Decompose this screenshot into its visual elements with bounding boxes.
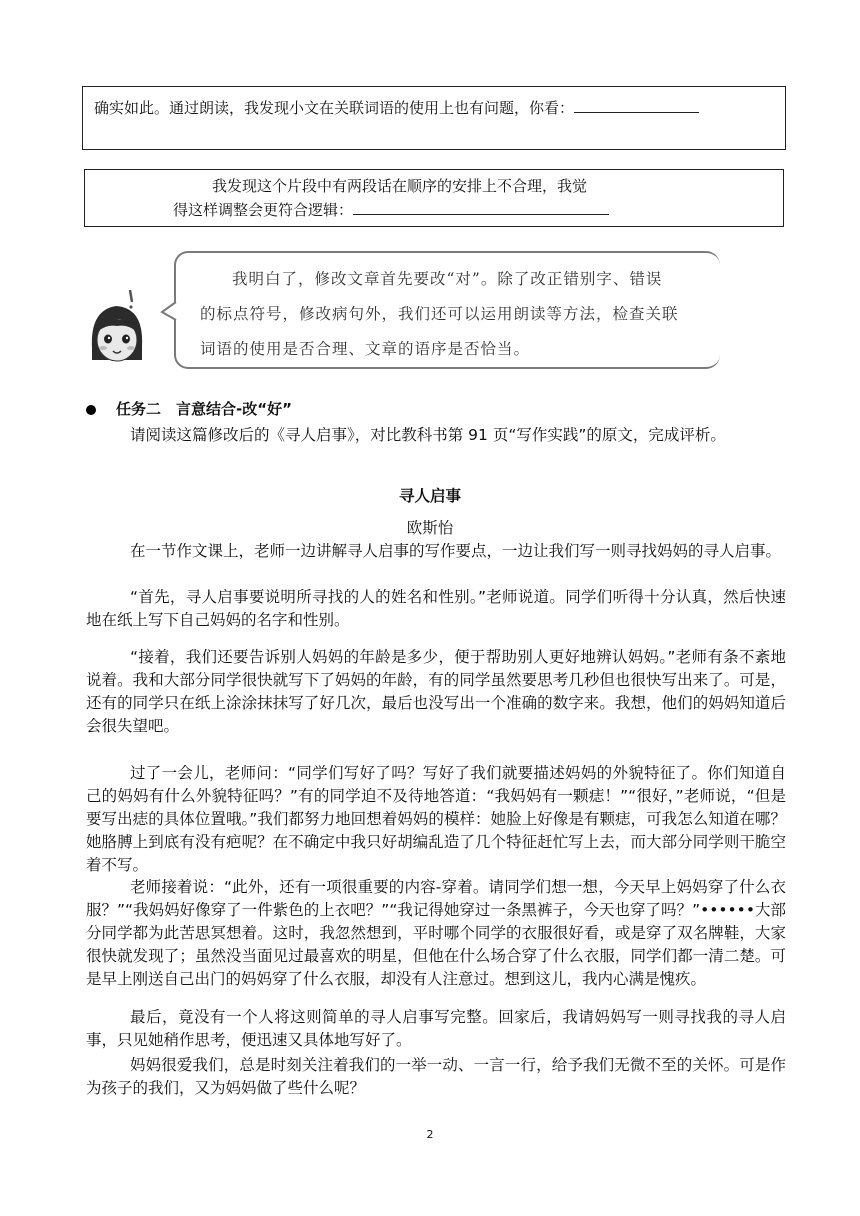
article-paragraph-5: 老师接着说：“此外，还有一项很重要的内容-穿着。请同学们想一想，今天早上妈妈穿了什么衣服？”“我妈妈好像穿了一件紫色的上衣吧？”“我记得她穿过一条黑裤子，今天也穿了吗？”••••••大部分同学都为此苦思冥想着。这时，我忽然想到，平时哪个同学的衣服很好看，或是穿了双名牌鞋，大家很快就发现了；虽然没当面见过最喜欢的明星，但他在什么场合穿了什么衣服，同学们都一清二楚。可是早上刚送自己出门的妈妈穿了什么衣服，却没有人注意过。想到这儿，我内心满是愧疚。 [86, 878, 786, 988]
bubble-tail-icon [160, 300, 178, 324]
page-number: 2 [426, 1128, 434, 1141]
answer-blank-1[interactable] [574, 96, 699, 113]
bubble-line-1: 我明白了，修改文章首先要改“对”。除了改正错别字、错误 [232, 270, 663, 288]
box2-line1: 我发现这个片段中有两段话在顺序的安排上不合理，我觉 [212, 177, 588, 195]
bubble-line-2: 的标点符号，修改病句外，我们还可以运用朗读等方法，检查关联 [200, 305, 679, 323]
answer-box-1 [82, 86, 786, 150]
article-title: 寻人启事 [398, 487, 461, 505]
article-paragraph-7: 妈妈很爱我们，总是时刻关注着我们的一举一动、一言一行，给予我们无微不至的关怀。可是作为孩子的我们，又为妈妈做了些什么呢？ [86, 1056, 786, 1097]
bullet-icon [86, 405, 96, 415]
girl-avatar-icon [86, 286, 166, 370]
task-heading-text: 任务二 言意结合-改“好” [116, 400, 292, 418]
box1-text: 确实如此。通过朗读，我发现小文在关联词语的使用上也有问题，你看： [94, 99, 575, 117]
article-paragraph-3: “接着，我们还要告诉别人妈妈的年龄是多少，便于帮助别人更好地辨认妈妈。”老师有条不紊地说着。我和大部分同学很快就写下了妈妈的年龄，有的同学虽然要思考几秒但也很快写出来了。可是，还有的同学只在纸上涂涂抹抹写了好几次，最后也没写出一个准确的数字来。我想，他们的妈妈知道后会很失望吧。 [86, 648, 786, 735]
article-paragraph-2: “首先，寻人启事要说明所寻找的人的姓名和性别。”老师说道。同学们听得十分认真，然后快速地在纸上写下自己妈妈的名字和性别。 [86, 588, 786, 629]
bubble-text [200, 262, 720, 367]
article-paragraph-6: 最后，竟没有一个人将这则简单的寻人启事写完整。回家后，我请妈妈写一则寻找我的寻人启事，只见她稍作思考，便迅速又具体地写好了。 [86, 1008, 786, 1049]
task-heading [86, 398, 292, 420]
box2-line2: 得这样调整会更符合逻辑： [173, 201, 354, 219]
bubble-line-3: 词语的使用是否合理、文章的语序是否恰当。 [200, 340, 531, 358]
article-paragraph-4: 过了一会儿，老师问：“同学们写好了吗？写好了我们就要描述妈妈的外貌特征了。你们知道自己的妈妈有什么外貌特征吗？”有的同学迫不及待地答道：“我妈妈有一颗痣！”“很好，”老师说，“但是要写出痣的具体位置哦。”我们都努力地回想着妈妈的模样：她脸上好像是有颗痣，可我怎么知道在哪？她胳膊上到底有没有疤呢？在不确定中我只好胡编乱造了几个特征赶忙写上去，而大部分同学则干脆空着不写。 [86, 764, 786, 874]
answer-blank-2[interactable] [353, 198, 609, 215]
answer-box-2 [84, 169, 784, 227]
task-instruction: 请阅读这篇修改后的《寻人启事》，对比教科书第 91 页“写作实践”的原文，完成评析。 [130, 426, 726, 444]
box2-line2-row [85, 198, 783, 222]
article-paragraph-1: 在一节作文课上，老师一边讲解寻人启事的写作要点，一边让我们写一则寻找妈妈的寻人启事。 [130, 542, 782, 560]
article-author: 欧斯怡 [406, 519, 454, 537]
